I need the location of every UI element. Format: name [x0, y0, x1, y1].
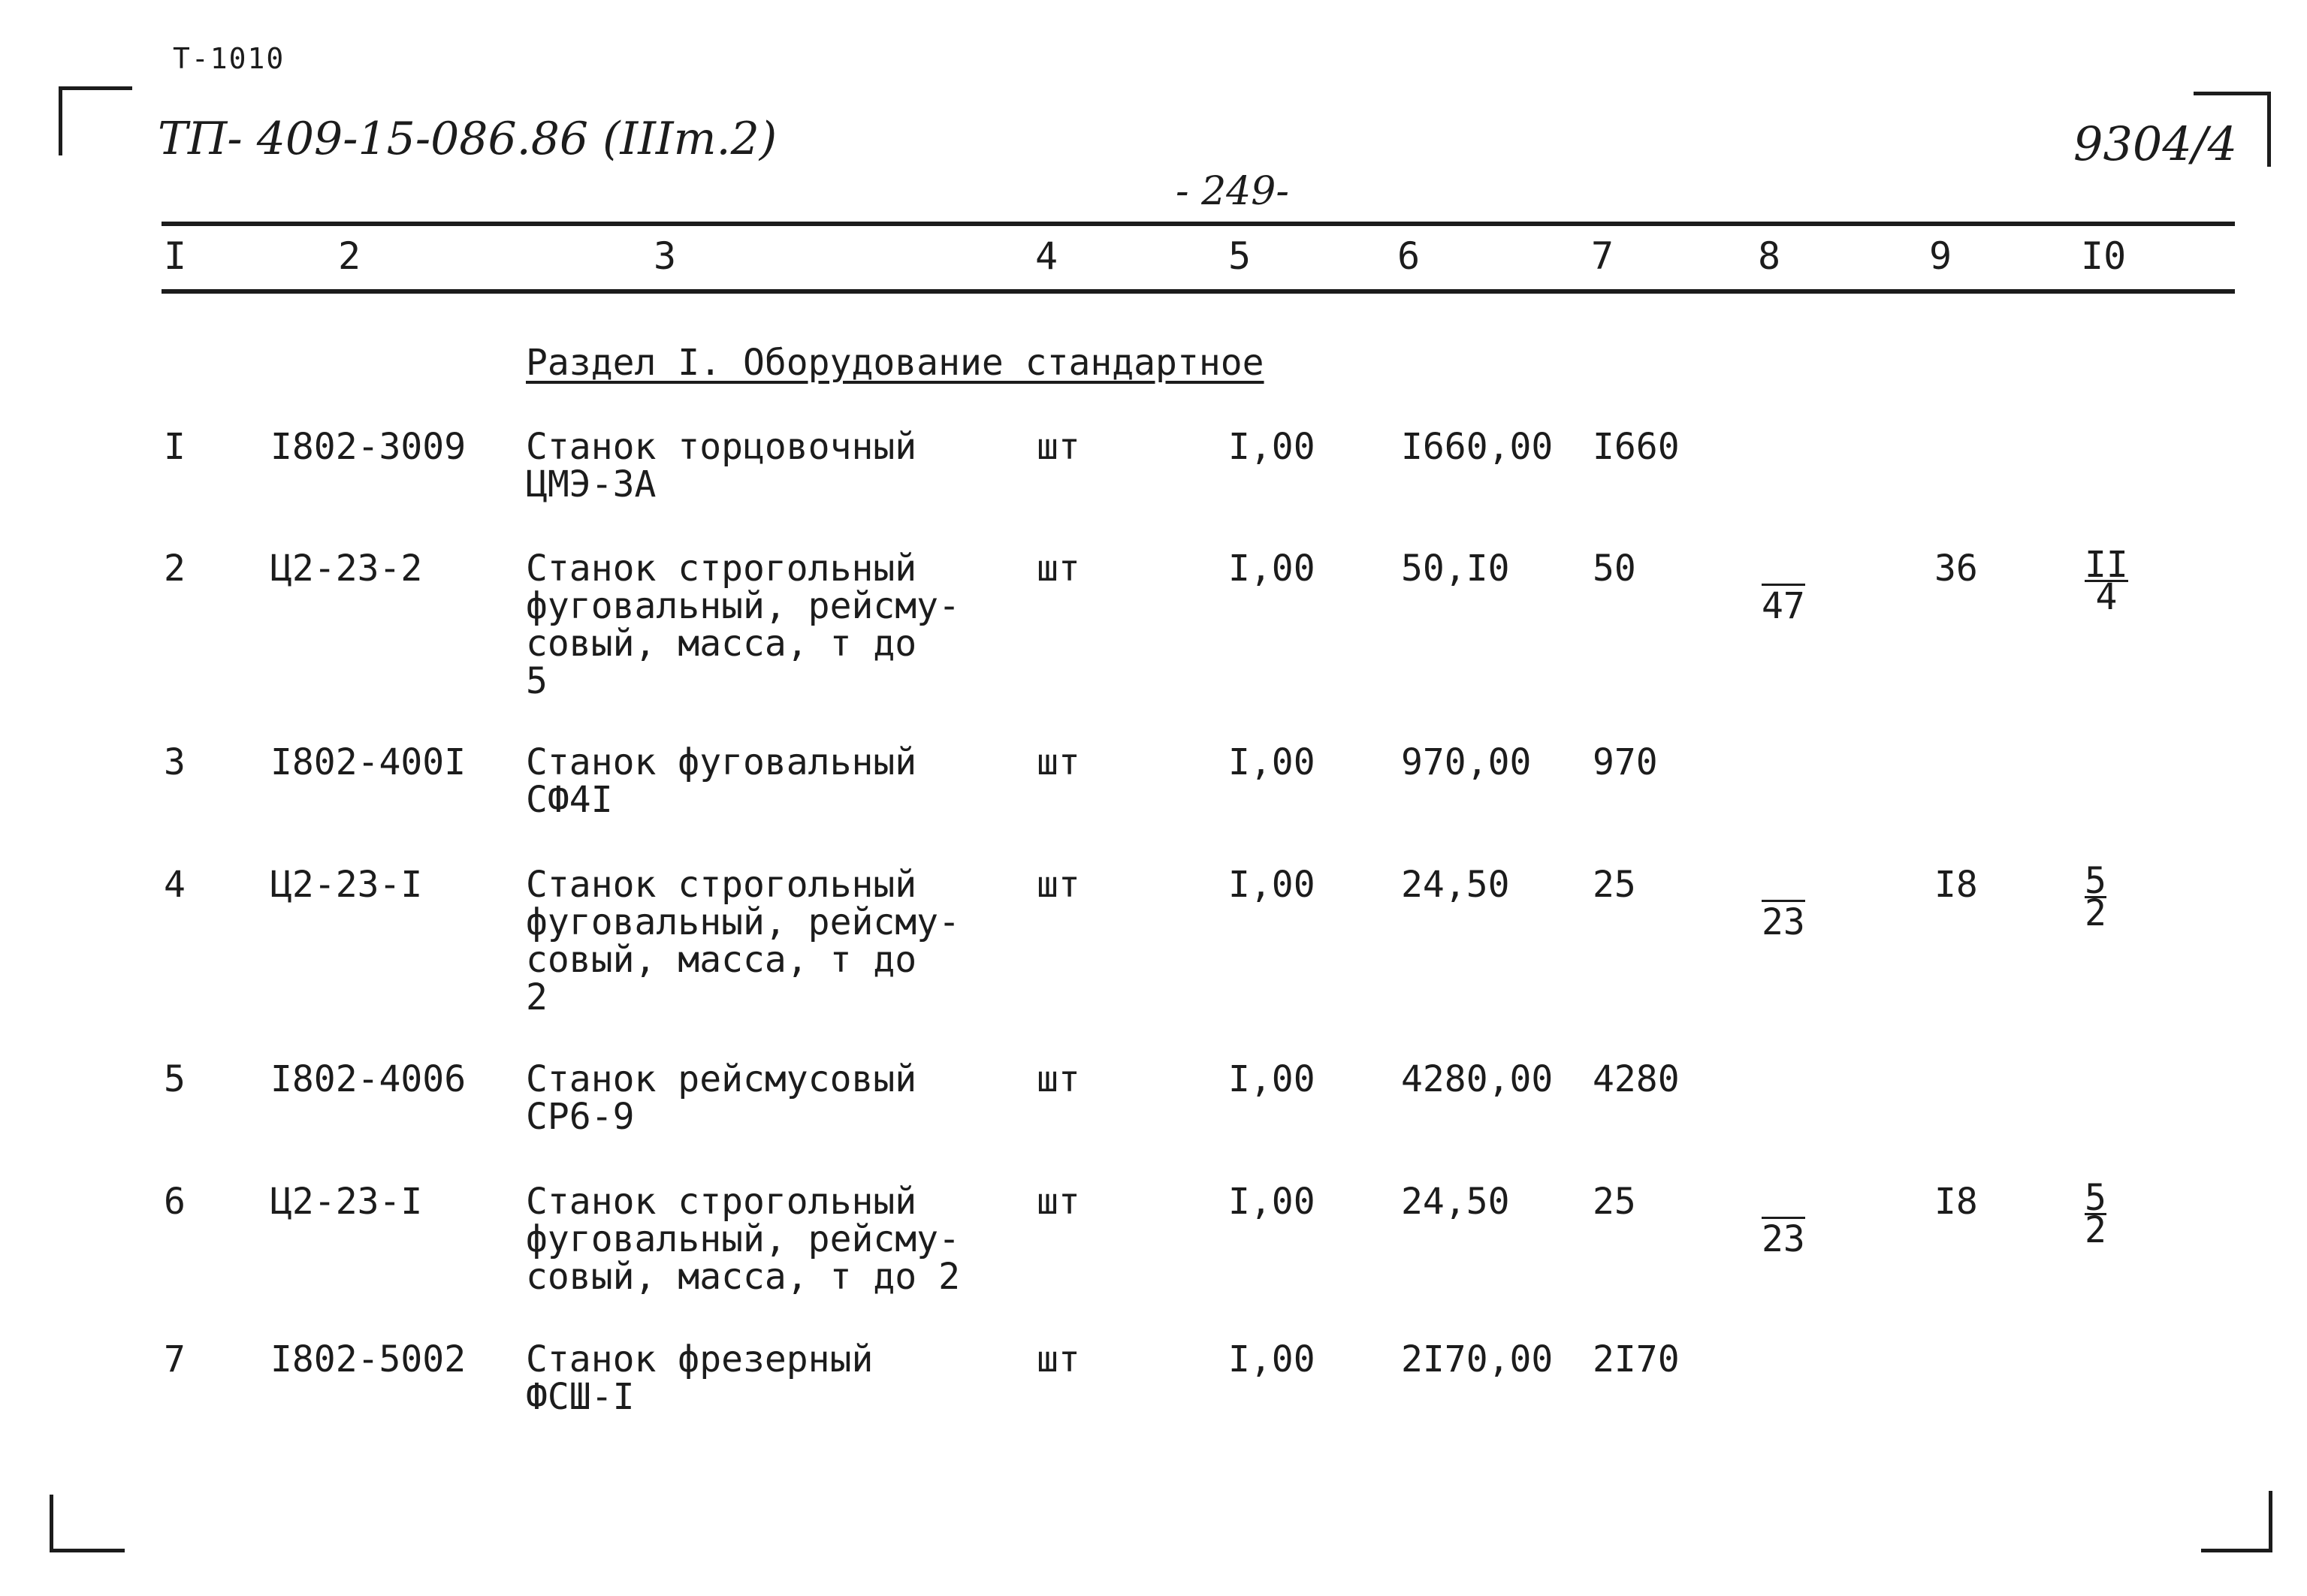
column-header-9: 9 [1929, 234, 1952, 278]
row-price: 4280,00 [1401, 1058, 1554, 1100]
column-header-7: 7 [1591, 234, 1614, 278]
row-name-line: СФ4I [526, 779, 613, 821]
column-header-6: 6 [1397, 234, 1421, 278]
row-code: I802-400I [270, 741, 467, 783]
row-name-line: совый, масса, т до 2 [526, 1256, 960, 1298]
row-number: 5 [164, 1058, 186, 1100]
row-unit: шт [1037, 741, 1080, 783]
row-total: I660 [1593, 426, 1680, 468]
row-name-line: совый, масса, т до [526, 623, 917, 665]
row-name-line: 5 [526, 660, 548, 702]
corner-mark-bottom-right [2201, 1549, 2272, 1552]
row-col9: 36 [1934, 548, 1978, 590]
row-price: 970,00 [1401, 741, 1532, 783]
document-code: Т-1010 [173, 42, 285, 75]
row-name-line: фуговальный, рейсму- [526, 901, 960, 943]
corner-mark-top-right-vertical [2267, 92, 2271, 167]
row-name-line: совый, масса, т до [526, 939, 917, 981]
corner-mark-top-left [59, 86, 132, 90]
row-name [526, 741, 1007, 821]
row-price: 2I70,00 [1401, 1338, 1554, 1380]
column-header-3: 3 [654, 234, 677, 278]
row-name [526, 550, 1007, 700]
row-number: 6 [164, 1181, 186, 1223]
row-col10-fraction [2085, 860, 2106, 934]
row-name-line: Станок строгольный [526, 1181, 917, 1223]
row-number: 4 [164, 864, 186, 906]
row-col8: 23 [1762, 1218, 1805, 1260]
row-quantity: I,00 [1228, 548, 1315, 590]
row-name-line: ЦМЭ-3А [526, 463, 657, 505]
table-top-rule [162, 222, 2235, 226]
row-number: 2 [164, 548, 186, 590]
row-code: I802-4006 [270, 1058, 467, 1100]
row-name [526, 1338, 1007, 1418]
row-name-line: 2 [526, 976, 548, 1018]
row-name [526, 1060, 1007, 1136]
sheet-reference: 9304/4 [2073, 116, 2238, 171]
row-name [526, 866, 1007, 1016]
row-total: 4280 [1593, 1058, 1680, 1100]
row-total: 50 [1593, 548, 1636, 590]
row-total: 25 [1593, 864, 1636, 906]
row-quantity: I,00 [1228, 1338, 1315, 1380]
row-col9: I8 [1934, 1181, 1978, 1223]
project-reference: ТП- 409-15-086.86 (IIIт.2) [158, 113, 778, 165]
corner-mark-bottom-left [50, 1549, 125, 1552]
corner-mark-top-right [2194, 92, 2271, 95]
row-code: I802-3009 [270, 426, 467, 468]
row-price: 24,50 [1401, 864, 1510, 906]
row-code: Ц2-23-2 [270, 548, 423, 590]
fraction-numerator: II [2085, 544, 2128, 586]
row-name-line: Станок рейсмусовый [526, 1058, 917, 1100]
row-col10-fraction [2085, 544, 2128, 618]
row-price: 24,50 [1401, 1181, 1510, 1223]
row-unit: шт [1037, 1338, 1080, 1380]
row-number: 3 [164, 741, 186, 783]
corner-mark-bottom-left-vertical [50, 1495, 53, 1552]
row-number: 7 [164, 1338, 186, 1380]
row-price: I660,00 [1401, 426, 1554, 468]
row-col10-fraction [2085, 1177, 2106, 1251]
row-name [526, 1183, 1007, 1296]
row-col9: I8 [1934, 864, 1978, 906]
row-price: 50,I0 [1401, 548, 1510, 590]
corner-mark-top-left-vertical [59, 86, 62, 155]
row-code: I802-5002 [270, 1338, 467, 1380]
row-quantity: I,00 [1228, 426, 1315, 468]
row-name-line: СР6-9 [526, 1096, 635, 1138]
row-col8: 47 [1762, 585, 1805, 627]
column-header-2: 2 [338, 234, 361, 278]
column-header-4: 4 [1035, 234, 1058, 278]
row-code: Ц2-23-I [270, 864, 423, 906]
row-name-line: Станок фуговальный [526, 741, 917, 783]
table-header-rule [162, 289, 2235, 294]
fraction-numerator: 5 [2085, 1177, 2106, 1219]
row-col8: 23 [1762, 901, 1805, 943]
column-header-8: 8 [1758, 234, 1781, 278]
row-code: Ц2-23-I [270, 1181, 423, 1223]
column-header-5: 5 [1228, 234, 1252, 278]
row-quantity: I,00 [1228, 1058, 1315, 1100]
row-name-line: Станок строгольный [526, 548, 917, 590]
row-name-line: ФСШ-I [526, 1376, 635, 1418]
row-total: 970 [1593, 741, 1658, 783]
row-name [526, 428, 1007, 503]
row-name-line: фуговальный, рейсму- [526, 585, 960, 627]
row-unit: шт [1037, 1058, 1080, 1100]
row-name-line: фуговальный, рейсму- [526, 1218, 960, 1260]
corner-mark-bottom-right-vertical [2269, 1491, 2272, 1552]
row-unit: шт [1037, 1181, 1080, 1223]
row-quantity: I,00 [1228, 864, 1315, 906]
column-header-10: I0 [2081, 234, 2127, 278]
row-number: I [164, 426, 186, 468]
row-name-line: Станок строгольный [526, 864, 917, 906]
row-total: 2I70 [1593, 1338, 1680, 1380]
row-unit: шт [1037, 426, 1080, 468]
row-unit: шт [1037, 548, 1080, 590]
row-name-line: Станок фрезерный [526, 1338, 874, 1380]
column-header-1: I [164, 234, 187, 278]
section-title: Раздел I. Оборудование стандартное [526, 342, 1264, 384]
row-total: 25 [1593, 1181, 1636, 1223]
row-name-line: Станок торцовочный [526, 426, 917, 468]
fraction-denominator: 2 [2085, 892, 2106, 934]
row-quantity: I,00 [1228, 741, 1315, 783]
row-unit: шт [1037, 864, 1080, 906]
fraction-denominator: 4 [2095, 576, 2118, 618]
fraction-numerator: 5 [2085, 860, 2106, 902]
row-quantity: I,00 [1228, 1181, 1315, 1223]
fraction-denominator: 2 [2085, 1209, 2106, 1251]
page-number: - 249- [1176, 169, 1289, 214]
